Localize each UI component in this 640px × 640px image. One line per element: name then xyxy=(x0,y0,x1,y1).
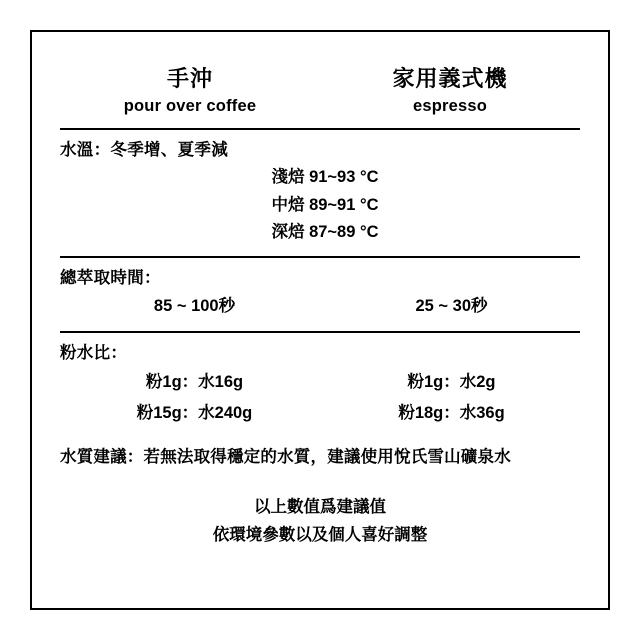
temperature-row-dark: 深焙 87~89 °C xyxy=(271,222,379,241)
ratio-row-2 xyxy=(60,398,580,429)
extraction-time-label: 總萃取時間： xyxy=(60,269,161,288)
espresso-title-cn: 家用義式機 xyxy=(392,66,508,91)
pour-over-title-cn: 手沖 xyxy=(166,66,213,91)
ratio-row-1-espresso: 粉1g：水2g xyxy=(407,373,496,392)
ratio-row-2-espresso: 粉18g：水36g xyxy=(398,403,505,422)
section-extraction-time xyxy=(60,258,580,321)
water-temperature-label: 水溫：冬季增、夏季減 xyxy=(60,141,228,160)
section-ratio xyxy=(60,333,580,428)
header xyxy=(60,54,580,118)
extraction-time-espresso: 25 ~ 30秒 xyxy=(415,297,488,316)
header-column-pour-over xyxy=(60,64,320,118)
closing-note xyxy=(60,471,580,551)
water-quality-note: 水質建議：若無法取得穩定的水質，建議使用悅氏雪山礦泉水 xyxy=(60,448,511,467)
section-water-temperature xyxy=(60,130,580,246)
water-temperature-values xyxy=(60,164,580,246)
header-column-espresso xyxy=(320,64,580,118)
temperature-row-medium: 中焙 89~91 °C xyxy=(271,195,379,214)
extraction-time-values xyxy=(60,292,580,321)
ratio-row-1 xyxy=(60,367,580,398)
ratio-label: 粉水比： xyxy=(60,344,128,363)
extraction-time-pour-over: 85 ~ 100秒 xyxy=(153,297,236,316)
closing-line-2: 依環境參數以及個人喜好調整 xyxy=(212,526,428,545)
brew-parameters-card xyxy=(30,30,610,610)
ratio-row-2-pour-over: 粉15g：水240g xyxy=(136,403,253,422)
ratio-row-1-pour-over: 粉1g：水16g xyxy=(145,373,244,392)
pour-over-title-en: pour over coffee xyxy=(123,96,257,115)
closing-line-1: 以上數值爲建議值 xyxy=(254,497,386,516)
espresso-title-en: espresso xyxy=(412,96,488,115)
temperature-row-light: 淺焙 91~93 °C xyxy=(271,168,379,187)
